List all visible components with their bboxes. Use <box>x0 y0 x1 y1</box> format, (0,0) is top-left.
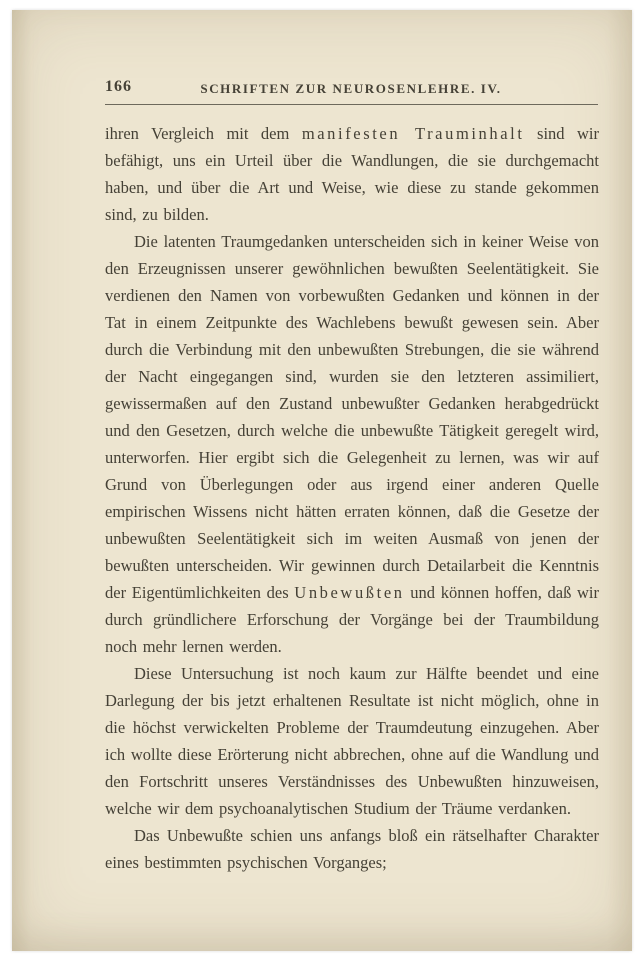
text-segment: und können hoffen, daß wir durch gründlichere Erforschung der Vorgänge bei der Traumbildung noch mehr lernen werden. <box>105 583 600 656</box>
page-body <box>105 120 599 876</box>
paragraph <box>105 822 599 876</box>
paragraph <box>105 120 599 228</box>
text-segment: Die latenten Traumgedanken unterscheiden sich in keiner Weise von den Erzeugnissen unserer gewöhnlichen bewußten Seelentätigkeit. Sie verdienen den Namen von vorbewußten Gedanken und können in der Tat in einem Zeitpunkte des Wachlebens bewußt gewesen sein. Aber durch die Verbindung mit den unbewußten Strebungen, die sie während der Nacht eingegangen sind, wurden sie den letzteren assimiliert, gewissermaßen auf den Zustand unbewußter Gedanken herabgedrückt und den Gesetzen, durch welche die unbewußte Tätigkeit geregelt wird, unterworfen. Hier ergibt sich die Gelegenheit zu lernen, was wir auf Grund von Überlegungen oder aus irgend einer anderen Quelle empirischen Wissens nicht hätten erraten können, daß die Gesetze der unbewußten Seelentätigkeit sich im weiten Ausmaß von jenen der bewußten unterscheiden. Wir gewinnen durch Detailarbeit die Kenntnis der Eigentümlichkeiten des <box>105 232 599 602</box>
page-header <box>105 78 597 100</box>
text-segment: Diese Untersuchung ist noch kaum zur Hälfte beendet und eine Darlegung der bis jetzt erhaltenen Resultate ist nicht möglich, ohne in die höchst verwickelten Probleme der Traumdeutung einzugehen. Aber ich wollte diese Erörterung nicht abbrechen, ohne auf die Wandlung und den Fortschritt unseres Verständnisses des Unbewußten hinzuweisen, welche wir dem psychoanalytischen Studium der Träume verdanken. <box>105 664 599 818</box>
text-segment: Das Unbewußte schien uns anfangs bloß ein rätselhafter Charakter eines bestimmten psychischen Vorganges; <box>105 826 599 872</box>
header-rule <box>105 104 598 105</box>
paper-surface <box>12 10 632 951</box>
text-segment: sind wir befähigt, uns ein Urteil über die Wandlungen, die sie durchgemacht haben, und über die Art und Weise, wie diese zu stande gekommen sind, zu bilden. <box>105 124 599 224</box>
letterspaced-emphasis-text: manifesten Trauminhalt <box>301 124 525 143</box>
text-segment: ihren Vergleich mit dem <box>105 124 302 143</box>
paragraph <box>105 228 599 660</box>
paragraph <box>105 660 599 822</box>
page-number: 166 <box>105 78 132 95</box>
running-header: SCHRIFTEN ZUR NEUROSENLEHRE. IV. <box>200 81 502 96</box>
letterspaced-emphasis-text: Unbewußten <box>294 583 405 602</box>
